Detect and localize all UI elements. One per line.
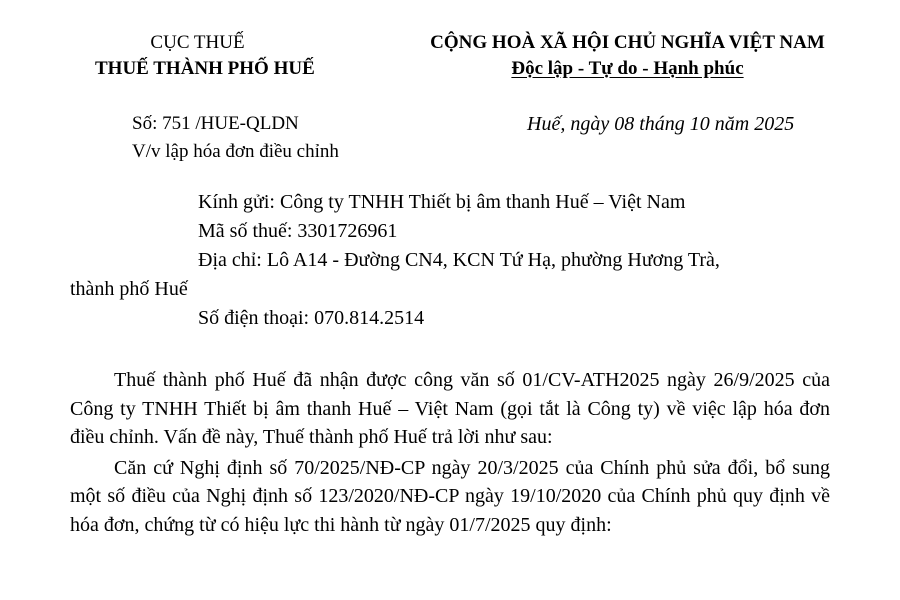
- agency-name: THUẾ THÀNH PHỐ HUẾ: [95, 58, 315, 79]
- recipient-address-cont: thành phố Huế: [70, 278, 188, 300]
- nation-title: CỘNG HOÀ XÃ HỘI CHỦ NGHĨA VIỆT NAM: [430, 32, 825, 53]
- recipient-to: Kính gửi: Công ty TNHH Thiết bị âm thanh Huế – Việt Nam: [198, 191, 686, 213]
- document-subject: V/v lập hóa đơn điều chỉnh: [132, 141, 339, 162]
- document-reference: [132, 110, 339, 166]
- recipient-phone: Số điện thoại: 070.814.2514: [198, 307, 425, 329]
- recipient-tax-code: Mã số thuế: 3301726961: [198, 220, 398, 242]
- issuing-agency-block: [95, 30, 315, 82]
- recipient-block: [70, 188, 830, 333]
- issue-date: Huế, ngày 08 tháng 10 năm 2025: [527, 113, 795, 135]
- body-paragraph: Thuế thành phố Huế đã nhận được công văn số 01/CV-ATH2025 ngày 26/9/2025 của Công ty TNHH Thiết bị âm thanh Huế – Việt Nam (gọi tắt là Công ty) về việc lập hóa đơn điều chỉnh. Vấn đề này, Thuế thành phố Huế trả lời như sau:: [70, 369, 830, 448]
- agency-parent: CỤC THUẾ: [150, 32, 245, 53]
- national-motto-block: [405, 30, 850, 82]
- body-paragraph: Căn cứ Nghị định số 70/2025/NĐ-CP ngày 20/3/2025 của Chính phủ sửa đổi, bổ sung một số điều của Nghị định số 123/2020/NĐ-CP ngày 19/10/2020 của Chính phủ quy định về hóa đơn, chứng từ có hiệu lực thi hành từ ngày 01/7/2025 quy định:: [70, 456, 830, 536]
- document-number: Số: 751 /HUE-QLDN: [132, 113, 299, 134]
- nation-motto: Độc lập - Tự do - Hạnh phúc: [511, 58, 744, 79]
- recipient-address: Địa chỉ: Lô A14 - Đường CN4, KCN Tứ Hạ, phường Hương Trà,: [198, 249, 720, 271]
- letter-body: [70, 366, 830, 541]
